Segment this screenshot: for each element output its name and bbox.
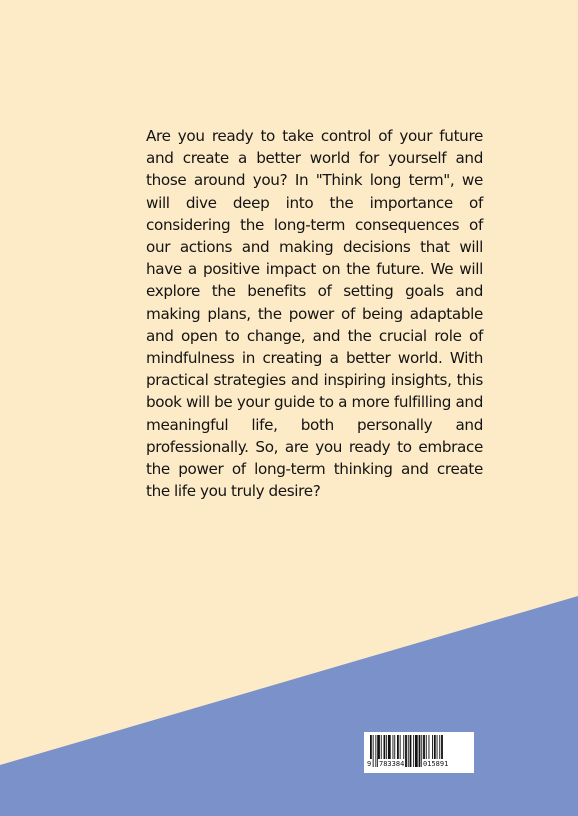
back-cover-blurb: Are you ready to take control of your future and create a better world for yourself and those around you? In "Think long term", we will dive deep into the importance of considering the long-term consequences of our actions and making decisions that will have a positive impact on the future. We will explore the benefits of setting goals and making plans, the power of being adaptable and open to change, and the crucial role of mindfulness in creating a better world. With practical strategies and inspiring insights, this book will be your guide to a more fulfilling and meaningful life, both personally and professionally. So, are you ready to embrace the power of long-term thinking and create the life you truly desire? — [146, 127, 483, 501]
isbn-barcode — [364, 732, 474, 773]
barcode-left-digits: 783384 — [379, 760, 405, 768]
barcode-right-digits: 015891 — [423, 760, 449, 768]
barcode-digits — [364, 759, 474, 771]
barcode-lead-digit: 9 — [367, 760, 372, 768]
